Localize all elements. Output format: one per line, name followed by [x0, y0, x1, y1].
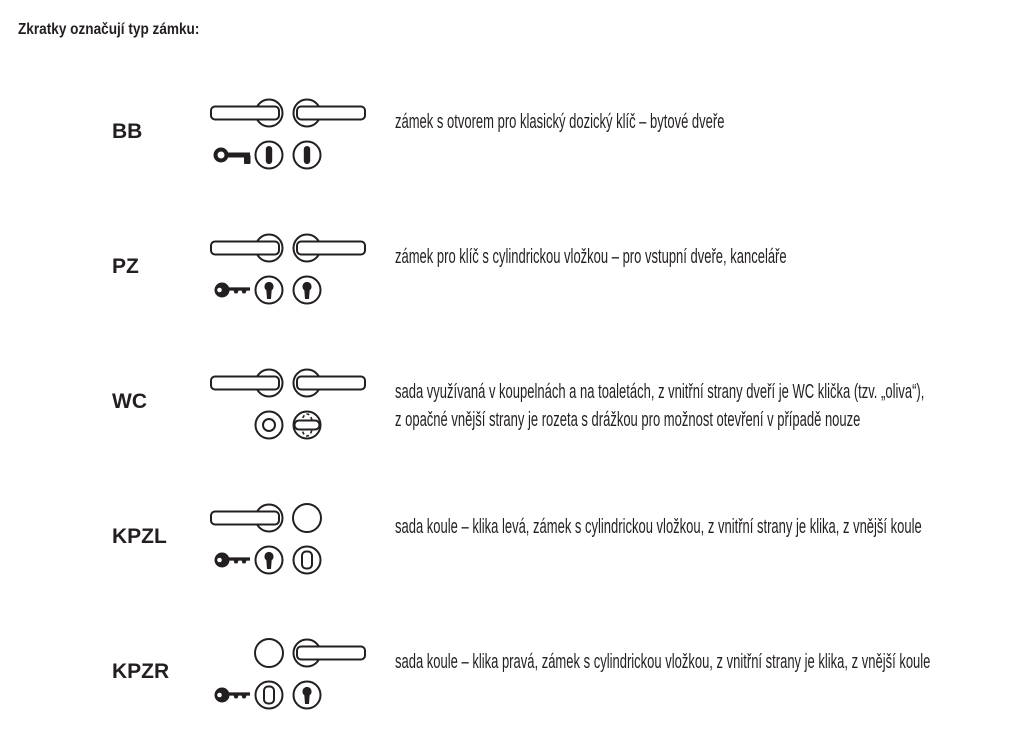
lock-type-code-kpzr: KPZR [112, 660, 170, 683]
description-line: sada koule – klika levá, zámek s cylindrickou vložkou, z vnitřní strany je klika, z vnější koule [395, 516, 922, 538]
lock-type-description-pz [395, 243, 787, 271]
lock-icons-kpzr [205, 635, 375, 717]
description-line: z opačné vnější strany je rozeta s drážkou pro možnost otevření v případě nouze [395, 409, 861, 431]
lock-icons-bb [205, 95, 375, 177]
cylinder-key-icon [215, 553, 251, 568]
description-line: zámek s otvorem pro klasický dozický klíč – bytové dveře [395, 111, 725, 133]
lock-icons-kpzl [205, 500, 375, 582]
lock-type-description-wc [395, 378, 924, 434]
lock-type-description-kpzl [395, 513, 922, 541]
lever-handle-right-icon [294, 100, 366, 127]
lock-icons-wc [205, 365, 375, 447]
lever-handle-left-icon [211, 505, 283, 532]
lock-type-code-bb: BB [112, 120, 143, 143]
lock-type-code-pz: PZ [112, 255, 139, 278]
description-line: zámek pro klíč s cylindrickou vložkou – pro vstupní dveře, kanceláře [395, 246, 787, 268]
lock-type-description-kpzr [395, 648, 930, 676]
pz-keyhole-rosette-icon [294, 682, 321, 709]
blind-rosette-icon [256, 682, 283, 709]
knob-koule-icon [293, 504, 321, 532]
lock-type-code-wc: WC [112, 390, 147, 413]
wc-oliva-rosette-icon [294, 412, 321, 439]
pz-keyhole-rosette-icon [294, 277, 321, 304]
lever-handle-left-icon [211, 235, 283, 262]
lock-icons-pz [205, 230, 375, 312]
lock-type-description-bb [395, 108, 724, 136]
lock-type-code-kpzl: KPZL [112, 525, 167, 548]
description-line: sada koule – klika pravá, zámek s cylindrickou vložkou, z vnitřní strany je klika, z vnější koule [395, 651, 931, 673]
lever-handle-right-icon [294, 640, 366, 667]
pz-keyhole-rosette-icon [256, 547, 283, 574]
bb-keyhole-rosette-icon [256, 142, 283, 169]
groove-rosette-icon [256, 412, 283, 439]
classic-bit-key-icon [216, 150, 251, 165]
lever-handle-right-icon [294, 235, 366, 262]
lever-handle-left-icon [211, 100, 283, 127]
knob-koule-icon [255, 639, 283, 667]
page-title: Zkratky označují typ zámku: [18, 21, 200, 38]
bb-keyhole-rosette-icon [294, 142, 321, 169]
description-line: sada využívaná v koupelnách a na toaletách, z vnitřní strany dveří je WC klička (tzv. „oliva“), [395, 381, 925, 403]
lever-handle-right-icon [294, 370, 366, 397]
lever-handle-left-icon [211, 370, 283, 397]
pz-keyhole-rosette-icon [256, 277, 283, 304]
cylinder-key-icon [215, 688, 251, 703]
blind-rosette-icon [294, 547, 321, 574]
cylinder-key-icon [215, 283, 251, 298]
